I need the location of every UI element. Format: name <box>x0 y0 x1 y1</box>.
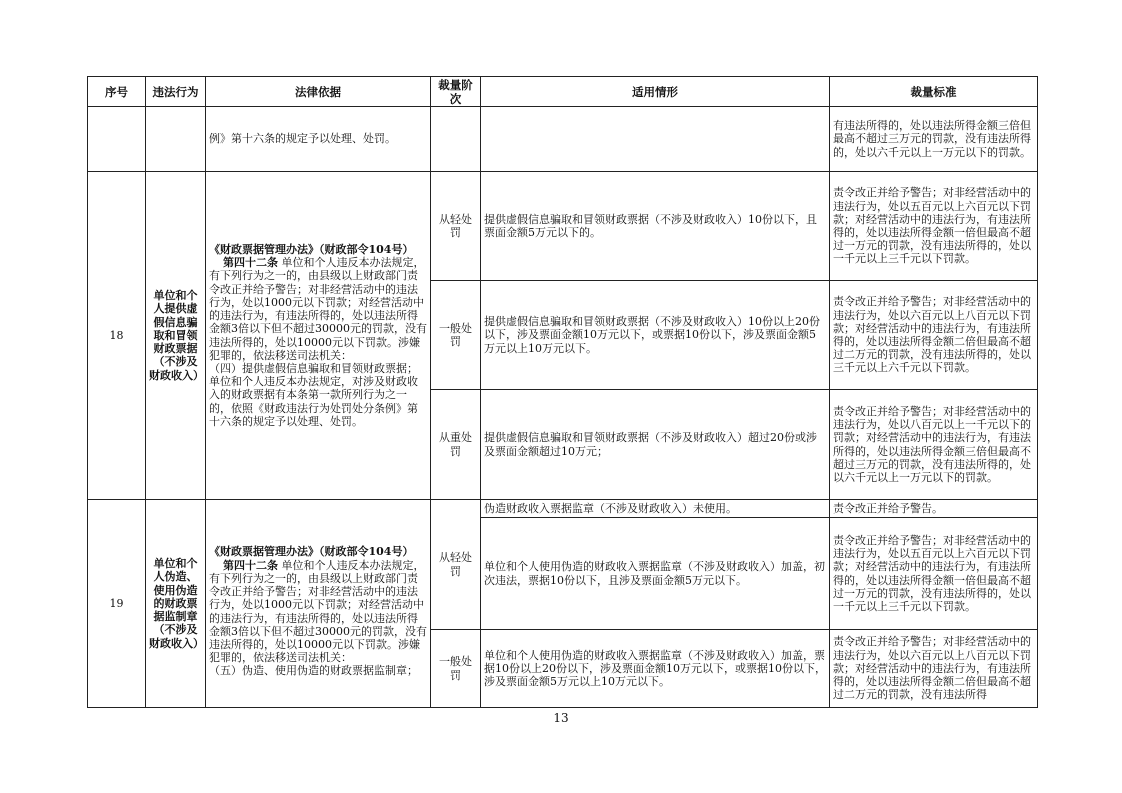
continued-no <box>88 107 146 172</box>
header-situation: 适用情形 <box>481 77 830 107</box>
row18-law-p3: 单位和个人违反本办法规定，对涉及财政收入的财政票据有本条第一款所列行为之一的，依照《财政违法行为处罚处分条例》第十六条的规定予以处理、处罚。 <box>209 375 418 428</box>
discretion-standard-table <box>87 76 1038 708</box>
header-law: 法律依据 <box>206 77 431 107</box>
continued-level <box>431 107 481 172</box>
page-number: 13 <box>553 711 569 725</box>
header-level: 裁量阶次 <box>431 77 481 107</box>
table-row <box>88 172 1038 281</box>
header-act: 违法行为 <box>146 77 206 107</box>
row19-standard-2: 责令改正并给予警告；对非经营活动中的违法行为，处以六百元以上八百元以下罚款；对经营活动中的违法行为，有违法所得的，处以违法所得金额二倍但最高不超过二万元的罚款，没有违法所得 <box>830 630 1038 708</box>
row19-law-title: 《财政票据管理办法》（财政部令104号） <box>209 545 414 559</box>
row18-law-article: 第四十二条 <box>223 256 278 270</box>
row18-standard-1: 责令改正并给予警告；对非经营活动中的违法行为，处以五百元以上六百元以下罚款；对经营活动中的违法行为，有违法所得的，处以违法所得金额一倍但最高不超过一万元的罚款，没有违法所得的，处以一千元以上三千元以下罚款。 <box>830 172 1038 281</box>
continued-situation <box>481 107 830 172</box>
continued-row <box>88 107 1038 172</box>
row19-no: 19 <box>88 500 146 708</box>
row19-law-p1: 单位和个人违反本办法规定，有下列行为之一的，由县级以上财政部门责令改正并给予警告；对非经营活动中的违法行为，处以1000元以下罚款；对经营活动中的违法行为，有违法所得的，处以违法所得金额3倍以下但不超过30000元的罚款，没有违法所得的，处以10000元以下罚款。涉嫌犯罪的，依法移送司法机关： <box>209 558 427 665</box>
row18-law-title: 《财政票据管理办法》（财政部令104号） <box>209 243 414 257</box>
row19-situation-1a: 伪造财政收入票据监章（不涉及财政收入）未使用。 <box>481 500 830 518</box>
row18-law-p1-wrap <box>209 256 427 362</box>
header-row <box>88 77 1038 107</box>
row18-level-2: 一般处罚 <box>431 281 481 390</box>
row19-standard-1b: 责令改正并给予警告；对非经营活动中的违法行为，处以五百元以上六百元以下罚款；对经营活动中的违法行为，有违法所得的，处以违法所得金额一倍但最高不超过一万元的罚款，没有违法所得的，处以一千元以上三千元以下罚款。 <box>830 518 1038 630</box>
row19-law-p2: （五）伪造、使用伪造的财政票据监制章； <box>209 664 418 678</box>
row18-level-1: 从轻处罚 <box>431 172 481 281</box>
row19-situation-2: 单位和个人使用伪造的财政收入票据监章（不涉及财政收入）加盖，票据10份以上20份以下，涉及票面金额10万元以下，或票据10份以下，涉及票面金额5万元以上10万元以下。 <box>481 630 830 708</box>
row18-situation-3: 提供虚假信息骗取和冒领财政票据（不涉及财政收入）超过20份或涉及票面金额超过10万元； <box>481 390 830 500</box>
continued-law: 例》第十六条的规定予以处理、处罚。 <box>206 107 431 172</box>
row18-law-p1: 单位和个人违反本办法规定，有下列行为之一的，由县级以上财政部门责令改正并给予警告；对非经营活动中的违法行为，处以1000元以下罚款；对经营活动中的违法行为，有违法所得的，处以违法所得金额3倍以下但不超过30000元的罚款，没有违法所得的，处以10000元以下罚款。涉嫌犯罪的，依法移送司法机关： <box>209 256 427 362</box>
row18-level-3: 从重处罚 <box>431 390 481 500</box>
row19-law <box>206 500 431 708</box>
row18-standard-2: 责令改正并给予警告；对非经营活动中的违法行为，处以六百元以上八百元以下罚款；对经营活动中的违法行为，有违法所得的，处以违法所得金额二倍但最高不超过二万元的罚款，没有违法所得的，处以三千元以上六千元以下罚款。 <box>830 281 1038 390</box>
row19-level-2: 一般处罚 <box>431 630 481 708</box>
row18-situation-1: 提供虚假信息骗取和冒领财政票据（不涉及财政收入）10份以下，且票面金额5万元以下的。 <box>481 172 830 281</box>
header-standard: 裁量标准 <box>830 77 1038 107</box>
continued-standard: 有违法所得的，处以违法所得金额三倍但最高不超过三万元的罚款，没有违法所得的，处以六千元以上一万元以下的罚款。 <box>830 107 1038 172</box>
row18-law-p2: （四）提供虚假信息骗取和冒领财政票据； <box>209 361 418 375</box>
row19-level-1: 从轻处罚 <box>431 500 481 630</box>
row18-no: 18 <box>88 172 146 500</box>
row19-law-article: 第四十二条 <box>223 558 278 572</box>
row19-standard-1a: 责令改正并给予警告。 <box>830 500 1038 518</box>
header-no: 序号 <box>88 77 146 107</box>
table-row <box>88 500 1038 518</box>
row19-law-p1-wrap <box>209 559 427 665</box>
row18-situation-2: 提供虚假信息骗取和冒领财政票据（不涉及财政收入）10份以上20份以下，涉及票面金额10万元以下，或票据10份以下，涉及票面金额5万元以上10万元以下。 <box>481 281 830 390</box>
row19-act: 单位和个人伪造、使用伪造的财政票据监制章（不涉及财政收入） <box>146 500 206 708</box>
row18-standard-3: 责令改正并给予警告；对非经营活动中的违法行为，处以八百元以上一千元以下的罚款；对经营活动中的违法行为，有违法所得的，处以违法所得金额三倍但最高不超过三万元的罚款，没有违法所得的，处以六千元以上一万元以下的罚款。 <box>830 390 1038 500</box>
continued-act <box>146 107 206 172</box>
row18-act: 单位和个人提供虚假信息骗取和冒领财政票据（不涉及财政收入） <box>146 172 206 500</box>
row19-situation-1b: 单位和个人使用伪造的财政收入票据监章（不涉及财政收入）加盖，初次违法，票据10份以下，且涉及票面金额5万元以下。 <box>481 518 830 630</box>
row18-law <box>206 172 431 500</box>
